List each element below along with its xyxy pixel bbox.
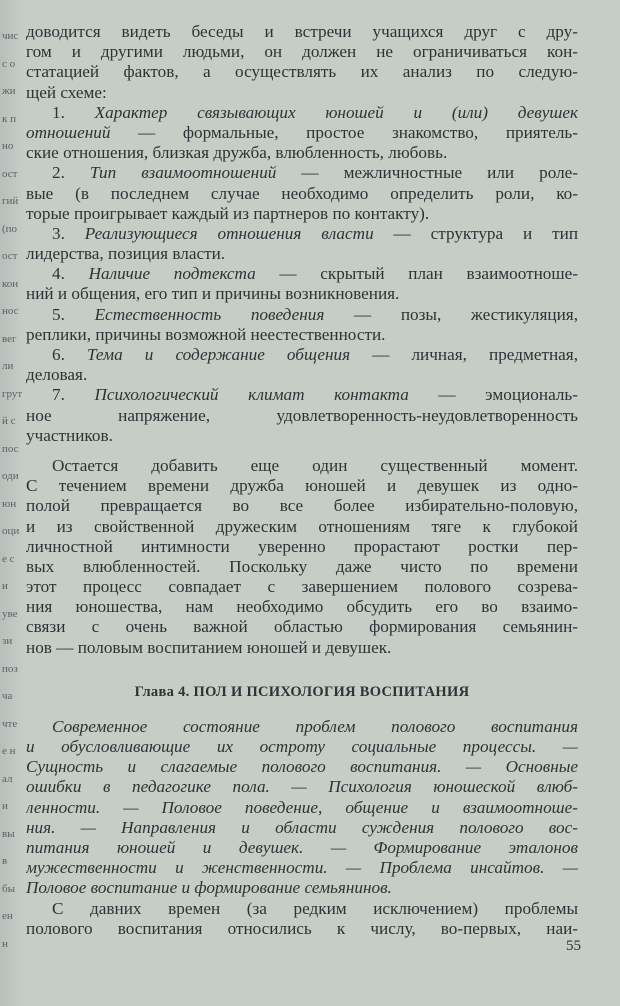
- text-run: статацией фактов, а осуществлять их анализ по следую-: [26, 62, 578, 82]
- text-run: связи с очень важной областью формирования семьянин-: [26, 617, 578, 637]
- abstract-line: мужественности и женственности. — Проблема инсайтов. —: [26, 858, 578, 878]
- text-run: — скрытый план взаимоотноше-: [255, 264, 578, 284]
- abstract-line: ния. — Направления и области суждения полового вос-: [26, 817, 578, 837]
- adjacent-page-fragment: вег: [2, 332, 17, 345]
- adjacent-page-fragment: чис: [2, 30, 19, 42]
- adjacent-page-fragment: и: [2, 800, 8, 812]
- text-line: [26, 496, 578, 516]
- text-run: щей схеме:: [26, 82, 107, 102]
- text-run: — эмоциональ-: [408, 385, 578, 405]
- text-run: и из свойственной дружеским отношениям тяге к глубокой: [26, 516, 578, 536]
- text-run: вые (в последнем случае необходимо определить роли, ко-: [26, 183, 578, 203]
- chapter-heading: Глава 4. ПОЛ И ПСИХОЛОГИЯ ВОСПИТАНИЯ: [134, 683, 470, 700]
- adjacent-page-fragment: в: [2, 855, 8, 867]
- text-line: полового воспитания относились к числу, во-первых, наи-: [26, 918, 578, 938]
- text-line: [26, 83, 578, 103]
- italic-term: отношений: [26, 122, 111, 142]
- adjacent-page-fragment: уве: [2, 607, 18, 620]
- text-line: [26, 406, 578, 426]
- page-number: 55: [566, 938, 581, 954]
- text-line: [26, 537, 578, 557]
- paragraph: [26, 385, 578, 446]
- adjacent-page-fragment: поз: [2, 662, 18, 675]
- adjacent-page-fragment: грут: [2, 387, 23, 400]
- text-run: 2.: [52, 163, 90, 183]
- text-line: [26, 577, 578, 597]
- abstract-line: питания юношей и девушек. — Формирование эталонов: [26, 837, 578, 857]
- text-line: [26, 597, 578, 617]
- text-run: — межличностные или роле-: [276, 163, 578, 183]
- paragraph: [26, 899, 578, 939]
- adjacent-page-fragment: бы: [2, 882, 15, 895]
- adjacent-page-fragment: ча: [2, 690, 13, 702]
- adjacent-page-fragment: гий: [2, 195, 19, 207]
- adjacent-page-fragment: ли: [2, 360, 14, 372]
- adjacent-page-fragment: с о: [2, 57, 16, 70]
- text-line: [26, 184, 578, 204]
- adjacent-page-fragment: зи: [2, 635, 13, 647]
- adjacent-page-fragment: ост: [2, 167, 18, 180]
- paragraph: [26, 224, 578, 264]
- italic-term: Тема и содержание общения: [86, 345, 351, 364]
- text-run: ния юношества, нам необходимо обсудить его во взаимо-: [26, 597, 578, 617]
- text-line: [26, 22, 578, 42]
- text-line: [26, 204, 578, 224]
- text-line: [26, 42, 578, 62]
- chapter-abstract: [26, 717, 578, 899]
- text-run: Остается добавить еще один существенный момент.: [52, 455, 578, 475]
- adjacent-page-fragment: чте: [2, 717, 18, 730]
- paragraph: [26, 456, 578, 658]
- adjacent-page-fragment: к п: [2, 112, 16, 125]
- adjacent-page-fragment: (по: [2, 222, 18, 235]
- text-run: 7.: [52, 385, 95, 405]
- text-run: полой превращается во все более избирательно-половую,: [26, 496, 578, 516]
- adjacent-page-fragment: е н: [2, 745, 16, 757]
- text-run: этот процесс совпадает с завершением полового созрева-: [26, 577, 578, 597]
- text-run: нов — половым воспитанием юношей и девушек.: [26, 637, 392, 657]
- italic-term: Характер связывающих юношей и (или) девушек: [94, 102, 578, 122]
- text-line: [26, 365, 578, 385]
- adjacent-page-fragment: ал: [2, 772, 13, 785]
- text-run: доводится видеть беседы и встречи учащихся друг с дру-: [26, 22, 578, 41]
- text-run: вых влюбленностей. Поскольку даже чисто по времени: [26, 556, 578, 576]
- text-run: ские отношения, близкая дружба, влюбленность, любовь.: [26, 143, 448, 163]
- paragraph: [26, 22, 578, 103]
- text-run: — формальные, простое знакомство, приятель-: [110, 122, 578, 142]
- abstract-line: ленности. — Половое поведение, общение и взаимоотноше-: [26, 797, 578, 817]
- text-line: [26, 163, 578, 183]
- adjacent-page-fragment: нос: [2, 305, 19, 317]
- italic-term: Тип взаимоотношений: [89, 163, 277, 183]
- adjacent-page-fragment: пос: [2, 442, 19, 455]
- text-line: [26, 638, 578, 658]
- italic-term: Наличие подтекста: [88, 264, 256, 284]
- adjacent-page-fragment: оци: [2, 525, 20, 537]
- abstract-line: Половое воспитание и формирование семьянинов.: [26, 878, 392, 898]
- paragraph: [26, 103, 578, 164]
- paragraph: [26, 163, 578, 224]
- abstract-line: ошибки в педагогике пола. — Психология юношеской влюб-: [26, 777, 578, 797]
- text-line: С давних времен (за редким исключением) проблемы: [52, 898, 578, 918]
- text-run: 1.: [52, 102, 95, 122]
- text-line: [26, 284, 578, 304]
- text-run: участников.: [26, 425, 113, 445]
- text-line: [26, 557, 578, 577]
- adjacent-page-fragment: и: [2, 580, 8, 592]
- text-line: [26, 345, 578, 365]
- text-line: [26, 325, 578, 345]
- italic-term: Реализующиеся отношения власти: [84, 223, 374, 243]
- text-line: [26, 456, 578, 476]
- paragraph: [26, 345, 578, 385]
- adjacent-page-fragment: вы: [2, 827, 15, 840]
- adjacent-page-fragment: но: [2, 140, 14, 152]
- adjacent-page-fragment: й с: [2, 415, 16, 427]
- adjacent-page-edge: [0, 0, 24, 1006]
- adjacent-page-fragment: н: [2, 937, 8, 950]
- italic-term: Естественность поведения: [94, 304, 325, 324]
- text-line: [26, 103, 578, 123]
- text-run: 6.: [52, 345, 87, 364]
- text-run: — структура и тип: [373, 223, 578, 243]
- paragraph: [26, 305, 578, 345]
- text-run: 4.: [52, 264, 89, 284]
- abstract-line: Современное состояние проблем полового воспитания: [52, 716, 578, 736]
- text-line: [26, 476, 578, 496]
- text-run: — личная, предметная,: [350, 345, 578, 364]
- text-run: торые проигрывает каждый из партнеров по контакту).: [26, 203, 430, 223]
- text-run: гом и другими людьми, он должен не ограничиваться кон-: [26, 42, 578, 62]
- adjacent-page-fragment: е с: [2, 552, 15, 565]
- abstract-line: Сущность и слагаемые полового воспитания. — Основные: [26, 757, 578, 777]
- text-run: 3.: [52, 223, 85, 243]
- adjacent-page-fragment: ен: [2, 910, 13, 922]
- abstract-line: и обусловливающие их остроту социальные процессы. —: [26, 737, 578, 756]
- adjacent-page-fragment: ост: [2, 250, 18, 262]
- text-line: [26, 305, 578, 325]
- italic-term: Психологический климат контакта: [94, 385, 409, 405]
- adjacent-page-fragment: оди: [2, 470, 19, 482]
- text-line: [26, 224, 578, 244]
- text-run: ний и общения, его тип и причины возникновения.: [26, 284, 400, 304]
- text-line: [26, 617, 578, 637]
- adjacent-page-fragment: жи: [2, 85, 16, 97]
- text-line: [26, 385, 578, 405]
- text-run: 5.: [52, 304, 95, 324]
- adjacent-page-fragment: юн: [2, 497, 17, 510]
- adjacent-page-fragment: кон: [2, 277, 19, 290]
- page-body: [26, 22, 578, 939]
- text-run: личностной интимности уверенно прорастают ростки пер-: [26, 536, 578, 556]
- text-run: С течением времени дружба юношей и девушек из одно-: [26, 476, 578, 496]
- text-run: деловая.: [26, 365, 88, 385]
- text-line: [26, 143, 578, 163]
- paragraph: [26, 264, 578, 304]
- text-run: — позы, жестикуляция,: [324, 304, 578, 324]
- text-line: [26, 123, 578, 143]
- text-line: [26, 517, 578, 537]
- text-run: ное напряжение, удовлетворенность-неудовлетворенность: [26, 405, 578, 425]
- text-line: [26, 264, 578, 284]
- text-run: реплики, причины возможной неестественности.: [26, 324, 386, 344]
- text-line: [26, 426, 578, 446]
- text-run: лидерства, позиция власти.: [26, 244, 226, 264]
- text-line: [26, 62, 578, 82]
- text-line: [26, 244, 578, 264]
